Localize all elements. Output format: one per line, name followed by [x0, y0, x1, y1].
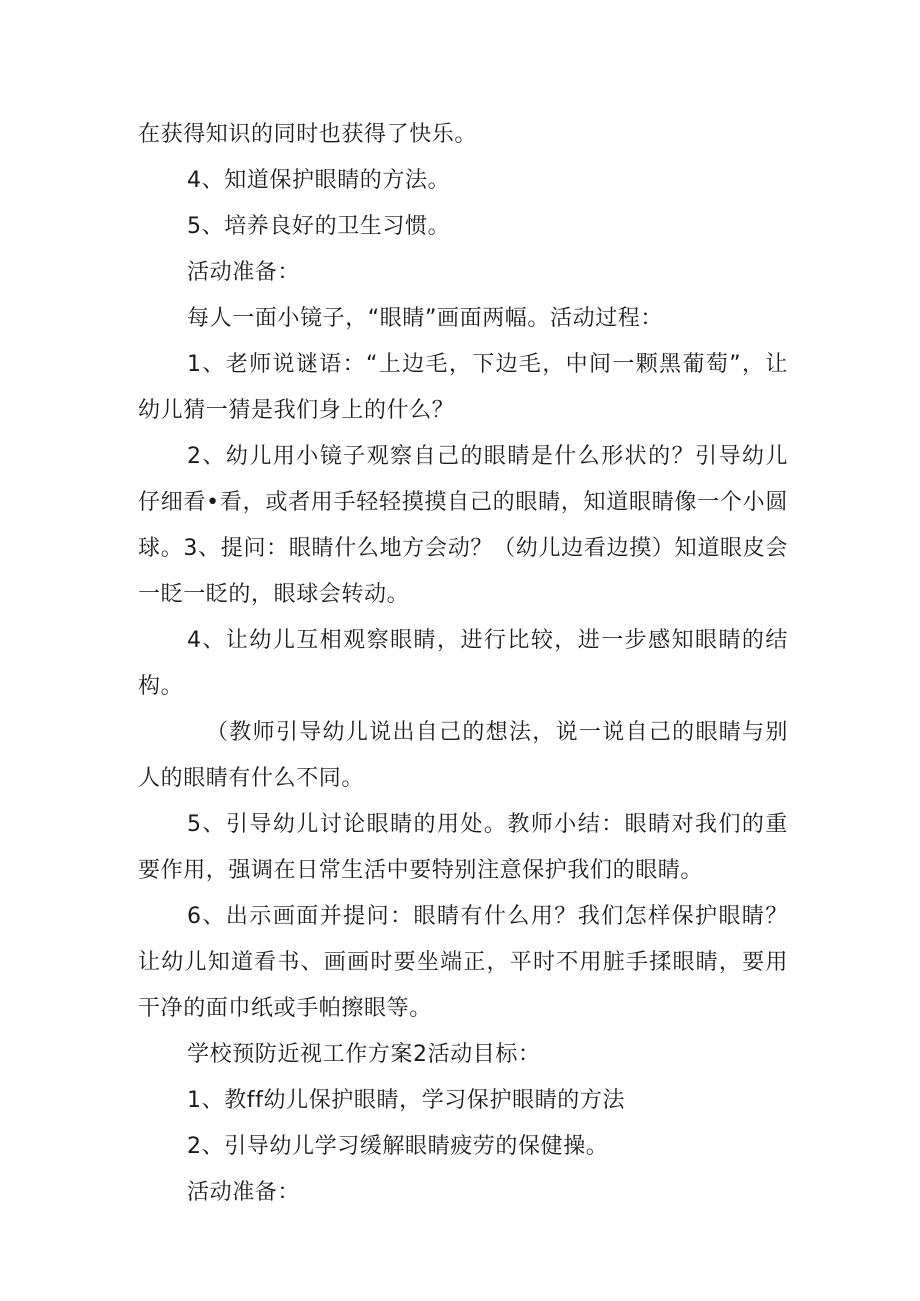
paragraph-5: 每人一面小镜子，“眼睛”画面两幅。活动过程：	[187, 306, 663, 331]
paragraph-4: 活动准备：	[187, 260, 301, 285]
paragraph-11: 6、出示画面并提问：眼睛有什么用？我们怎样保护眼睛？让幼儿知道看书、画画时要坐端正，平时不用脏手揉眼睛，要用干净的面巾纸或手帕擦眼等。	[138, 904, 788, 1021]
paragraph-3: 5、培养良好的卫生习惯。	[187, 214, 451, 239]
document-body	[138, 112, 788, 1216]
paragraph-14: 2、引导幼儿学习缓解眼睛疲劳的保健操。	[187, 1134, 609, 1159]
paragraph-1: 在获得知识的同时也获得了快乐。	[138, 122, 478, 147]
paragraph-6: 1、老师说谜语：“上边毛，下边毛，中间一颗黑葡萄”，让幼儿猜一猜是我们身上的什么？	[138, 352, 788, 423]
paragraph-13: 1、教ff幼儿保护眼睛，学习保护眼睛的方法	[187, 1088, 626, 1113]
paragraph-7: 2、幼儿用小镜子观察自己的眼睛是什么形状的？引导幼儿仔细看•看，或者用手轻轻摸摸自己的眼睛，知道眼睛像一个小圆球。3、提问：眼睛什么地方会动？（幼儿边看边摸）知道眼皮会一眨一眨的，眼球会转动。	[138, 444, 788, 607]
paragraph-12: 学校预防近视工作方案2活动目标：	[187, 1042, 541, 1067]
paragraph-2: 4、知道保护眼睛的方法。	[187, 168, 451, 193]
paragraph-15: 活动准备：	[187, 1180, 301, 1205]
paragraph-10: 5、引导幼儿讨论眼睛的用处。教师小结：眼睛对我们的重要作用，强调在日常生活中要特别注意保护我们的眼睛。	[138, 812, 788, 883]
paragraph-8: 4、让幼儿互相观察眼睛，进行比较，进一步感知眼睛的结构。	[138, 628, 788, 699]
paragraph-9: （教师引导幼儿说出自己的想法，说一说自己的眼睛与别人的眼睛有什么不同。	[138, 720, 788, 791]
